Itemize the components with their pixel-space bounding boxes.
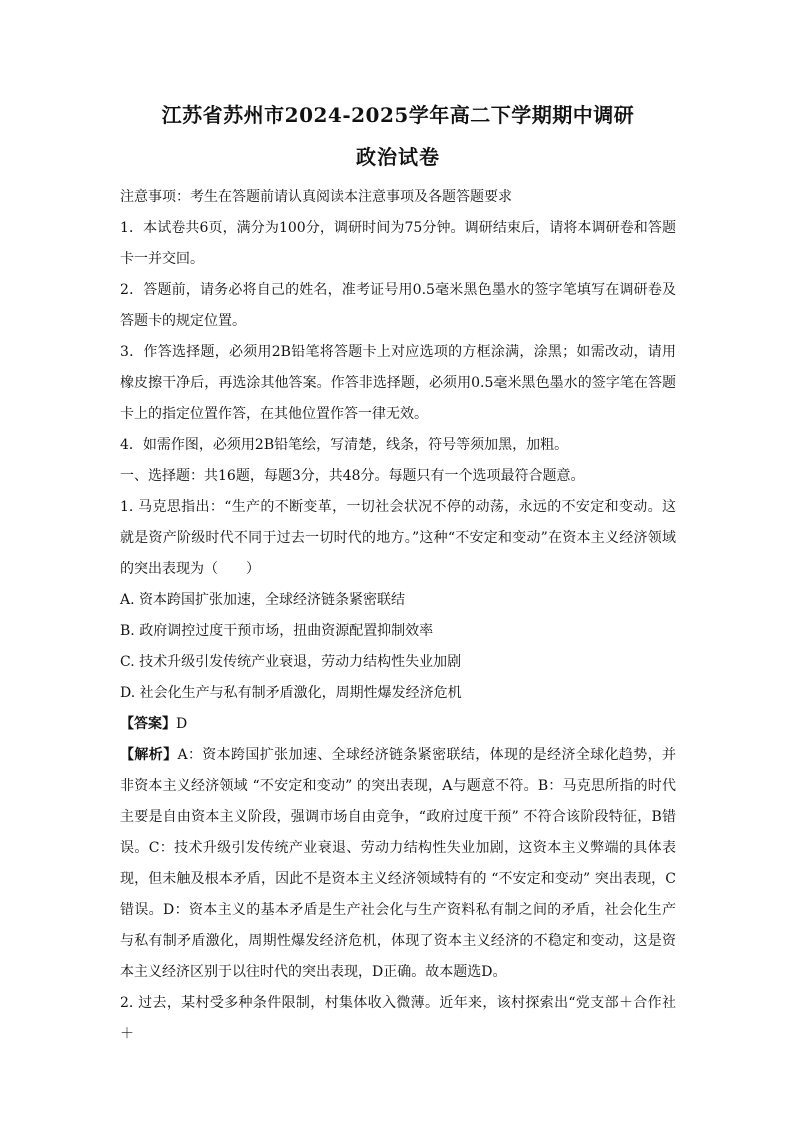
notice-item-3: 3．作答选择题，必须用2B铅笔将答题卡上对应选项的方框涂满，涂黑；如需改动，请用橡皮擦干净后，再选涂其他答案。作答非选择题，必须用0.5毫米黑色墨水的签字笔在答题卡上的指定位置作答，在其他位置作答一律无效。 — [120, 344, 676, 422]
section-heading: 一、选择题：共16题，每题3分，共48分。每题只有一个选项最符合题意。 — [120, 468, 585, 484]
question-1-option-b: B. 政府调控过度干预市场，扭曲资源配置抑制效率 — [120, 623, 434, 639]
question-2-stem: 2. 过去，某村受多种条件限制，村集体收入微薄。近年来，该村探索出“党支部＋合作社＋ — [120, 995, 676, 1042]
notice-item-2: 2．答题前，请务必将自己的姓名，准考证号用0.5毫米黑色墨水的签字笔填写在调研卷及答题卡的规定位置。 — [120, 282, 676, 329]
analysis-text: A：资本跨国扩张加速、全球经济链条紧密联结，体现的是经济全球化趋势，并非资本主义经济领域 “不安定和变动” 的突出表现，A与题意不符。B：马克思所指的时代主要是自由资本主义阶段，强调市场自由竞争，“政府过度干预” 不符合该阶段特征，B错误。C：技术升级引发传统产业衰退、劳动力结构性失业加剧，这资本主义弊端的具体表现，但未触及根本矛盾，因此不是资本主义经济领域特有的 “不安定和变动” 突出表现，C错误。D：资本主义的基本矛盾是生产社会化与生产资料私有制之间的矛盾，社会化生产与私有制矛盾激化，周期性爆发经济危机，体现了资本主义经济的不稳定和变动，这是资本主义经济区别于以往时代的突出表现，D正确。故本题选D。 — [120, 747, 677, 980]
exam-subtitle: 政治试卷 — [356, 145, 440, 169]
answer-value: D — [176, 716, 188, 732]
notice-item-4: 4．如需作图，必须用2B铅笔绘，写清楚，线条，符号等须加黑，加粗。 — [120, 437, 569, 453]
question-1-analysis — [120, 740, 676, 988]
analysis-label: 【解析】 — [120, 747, 178, 763]
notice-heading: 注意事项：考生在答题前请认真阅读本注意事项及各题答题要求 — [120, 189, 512, 205]
exam-title: 江苏省苏州市2024-2025学年高二下学期期中调研 — [161, 103, 635, 127]
answer-label: 【答案】 — [120, 716, 176, 732]
question-1-option-c: C. 技术升级引发传统产业衰退，劳动力结构性失业加剧 — [120, 654, 462, 670]
question-1-option-a: A. 资本跨国扩张加速，全球经济链条紧密联结 — [120, 592, 406, 608]
question-1-answer — [120, 709, 676, 740]
notice-item-1: 1．本试卷共6页，满分为100分，调研时间为75分钟。调研结束后，请将本调研卷和答题卡一并交回。 — [120, 220, 676, 267]
question-1-stem: 1. 马克思指出：“生产的不断变革，一切社会状况不停的动荡，永远的不安定和变动。这就是资产阶级时代不同于过去一切时代的地方。”这种“不安定和变动”在资本主义经济领域的突出表现为（ ） — [120, 499, 676, 577]
question-1-option-d: D. 社会化生产与私有制矛盾激化，周期性爆发经济危机 — [120, 685, 462, 701]
